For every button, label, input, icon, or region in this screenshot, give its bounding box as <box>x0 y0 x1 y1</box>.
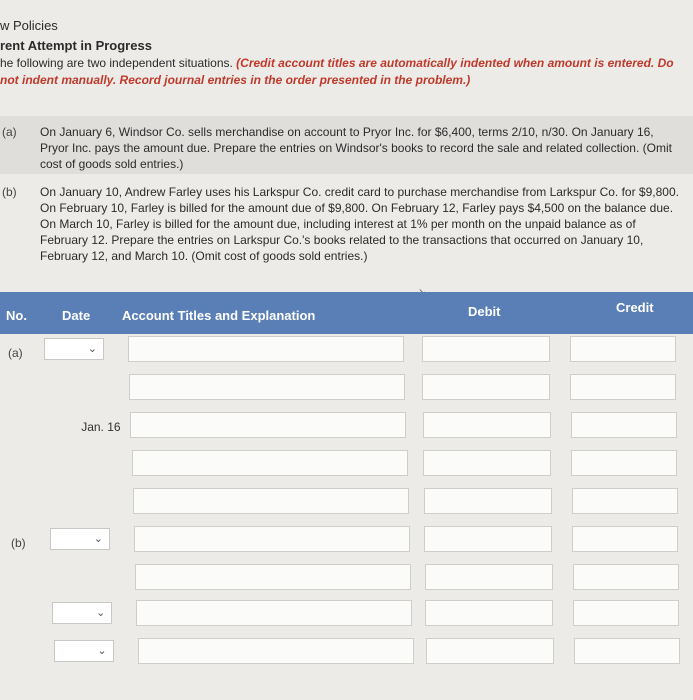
debit-input[interactable] <box>423 450 551 476</box>
debit-input[interactable] <box>422 336 550 362</box>
situation-a <box>0 116 693 174</box>
date-select[interactable] <box>52 602 112 624</box>
debit-input[interactable] <box>422 374 550 400</box>
chevron-down-icon: ⌄ <box>96 607 106 619</box>
debit-input[interactable] <box>426 638 554 664</box>
date-text: Jan. 16 <box>81 420 121 434</box>
situation-a-tag: (a) <box>2 125 17 139</box>
account-input[interactable] <box>134 526 410 552</box>
credit-input[interactable] <box>571 450 677 476</box>
debit-input[interactable] <box>425 600 553 626</box>
account-input[interactable] <box>128 336 404 362</box>
date-select[interactable] <box>44 338 104 360</box>
header-no: No. <box>6 308 27 323</box>
date-select[interactable] <box>50 528 110 550</box>
credit-input[interactable] <box>573 564 679 590</box>
credit-input[interactable] <box>570 374 676 400</box>
chevron-down-icon: ⌄ <box>87 343 97 355</box>
attempt-status: rent Attempt in Progress <box>0 38 152 53</box>
chevron-down-icon: ⌄ <box>97 645 107 657</box>
debit-input[interactable] <box>425 564 553 590</box>
credit-input[interactable] <box>574 638 680 664</box>
account-input[interactable] <box>132 450 408 476</box>
header-credit: Credit <box>616 300 654 315</box>
credit-input[interactable] <box>571 412 677 438</box>
debit-input[interactable] <box>424 526 552 552</box>
credit-input[interactable] <box>573 600 679 626</box>
header-account: Account Titles and Explanation <box>122 308 316 323</box>
row-label: (b) <box>11 536 26 550</box>
debit-input[interactable] <box>424 488 552 514</box>
account-input[interactable] <box>136 600 412 626</box>
row-label: (a) <box>8 346 23 360</box>
instructions-emphasis: (Credit account titles are automatically indented when amount is entered. Do not indent manually. Record journal entries in the order presented in the problem.) <box>0 56 674 87</box>
debit-input[interactable] <box>423 412 551 438</box>
situation-b-tag: (b) <box>2 185 17 199</box>
credit-input[interactable] <box>570 336 676 362</box>
credit-input[interactable] <box>572 488 678 514</box>
policies-link[interactable]: w Policies <box>0 18 58 33</box>
credit-input[interactable] <box>572 526 678 552</box>
instructions <box>0 55 690 89</box>
header-date: Date <box>62 308 91 323</box>
account-input[interactable] <box>135 564 411 590</box>
journal-table-header <box>0 292 693 334</box>
situation-b <box>0 176 693 268</box>
situation-b-text: On January 10, Andrew Farley uses his Larkspur Co. credit card to purchase merchandise from Larkspur Co. for $9,800. On February 10, Farley is billed for the amount due of $9,800. On February 12, Farley pays $4,500 on the balance due. On March 10, Farley is billed for the amount due, including interest at 1% per month on the unpaid balance as of February 12. Prepare the entries on Larkspur Co.'s books related to the transactions that occurred on January 10, February 12, and March 10. (Omit cost of goods sold entries.) <box>40 185 679 263</box>
situation-a-text: On January 6, Windsor Co. sells merchandise on account to Pryor Inc. for $6,400, terms 2/10, n/30. On January 16, Pryor Inc. pays the amount due. Prepare the entries on Windsor's books to record the sale and related collection. (Omit cost of goods sold entries.) <box>40 125 672 171</box>
date-select[interactable] <box>54 640 114 662</box>
chevron-down-icon: ⌄ <box>93 533 103 545</box>
account-input[interactable] <box>133 488 409 514</box>
account-input[interactable] <box>138 638 414 664</box>
header-debit: Debit <box>468 304 501 319</box>
account-input[interactable] <box>129 374 405 400</box>
account-input[interactable] <box>130 412 406 438</box>
instructions-text: he following are two independent situations. <box>0 56 233 70</box>
